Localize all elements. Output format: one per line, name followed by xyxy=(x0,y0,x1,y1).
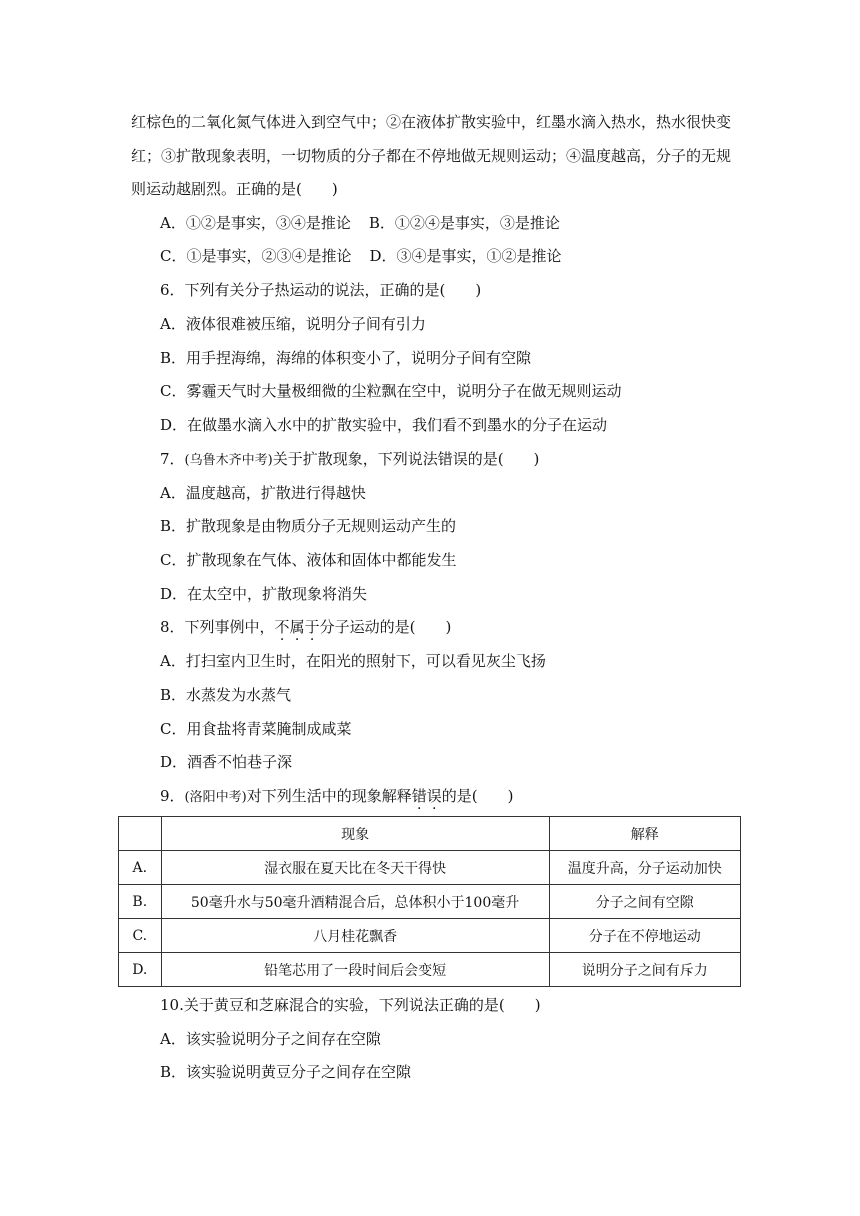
table-header-cell-empty xyxy=(119,817,162,851)
q8-emphasis-char-1: 不 xyxy=(274,618,290,636)
q6-option-b: B．用手捏海绵，海绵的体积变小了，说明分子间有空隙 xyxy=(160,349,532,367)
q6-option-d: D．在做墨水滴入水中的扩散实验中，我们看不到墨水的分子在运动 xyxy=(160,416,608,434)
q7-option-c: C．扩散现象在气体、液体和固体中都能发生 xyxy=(160,551,457,569)
q8-stem-post: 分子运动的是( ) xyxy=(319,618,452,636)
row-phenomenon: 八月桂花飘香 xyxy=(161,919,549,953)
row-explanation: 温度升高，分子运动加快 xyxy=(549,851,740,885)
row-label: C. xyxy=(119,919,162,953)
row-label: B. xyxy=(119,885,162,919)
table-row xyxy=(119,851,741,885)
q6-option-c: C．雾霾天气时大量极细微的尘粒飘在空中，说明分子在做无规则运动 xyxy=(160,382,622,400)
intro-line-1: 红棕色的二氧化氮气体进入到空气中；②在液体扩散实验中，红墨水滴入热水，热水很快变 xyxy=(131,113,732,131)
q8-emphasis-char-3: 于 xyxy=(304,618,320,636)
table-header-row xyxy=(119,817,741,851)
intro-line-3: 则运动越剧烈。正确的是( ) xyxy=(131,180,338,198)
q6-option-a: A．液体很难被压缩，说明分子间有引力 xyxy=(160,315,426,333)
q8-option-c: C．用食盐将青菜腌制成咸菜 xyxy=(160,720,352,738)
q8-stem xyxy=(160,617,451,637)
q5-option-a: A．①②是事实，③④是推论 xyxy=(160,214,351,232)
row-phenomenon: 铅笔芯用了一段时间后会变短 xyxy=(161,953,549,987)
intro-line-2: 红；③扩散现象表明，一切物质的分子都在不停地做无规则运动；④温度越高，分子的无规 xyxy=(131,147,732,165)
q9-emphasis-char-2: 误 xyxy=(426,787,442,805)
q8-option-d: D．酒香不怕巷子深 xyxy=(160,753,293,771)
table-header-explanation: 解释 xyxy=(549,817,740,851)
q5-options-row-2 xyxy=(160,246,562,266)
q7-stem xyxy=(160,449,539,471)
q7-option-d: D．在太空中，扩散现象将消失 xyxy=(160,585,368,603)
q9-source: (洛阳中考) xyxy=(184,790,247,805)
row-explanation: 分子在不停地运动 xyxy=(549,919,740,953)
row-phenomenon: 湿衣服在夏天比在冬天干得快 xyxy=(161,851,549,885)
q8-stem-pre: 8．下列事例中， xyxy=(160,618,275,636)
q9-stem xyxy=(160,786,513,808)
q5-option-b: B．①②④是事实，③是推论 xyxy=(368,214,560,232)
row-explanation: 分子之间有空隙 xyxy=(549,885,740,919)
q9-table xyxy=(118,816,741,987)
table-header-phenomenon: 现象 xyxy=(161,817,549,851)
table-row xyxy=(119,885,741,919)
q7-stem-text: 关于扩散现象，下列说法错误的是( ) xyxy=(272,450,540,468)
q8-emphasis-char-2: 属 xyxy=(289,618,305,636)
row-label: A. xyxy=(119,851,162,885)
q9-number: 9． xyxy=(160,787,185,805)
q10-option-a: A．该实验说明分子之间存在空隙 xyxy=(160,1030,381,1048)
q8-option-a: A．打扫室内卫生时，在阳光的照射下，可以看见灰尘飞扬 xyxy=(160,652,546,670)
q9-stem-post: 的是( ) xyxy=(441,787,514,805)
q7-number: 7． xyxy=(160,450,185,468)
row-phenomenon: 50毫升水与50毫升酒精混合后，总体积小于100毫升 xyxy=(161,885,549,919)
q7-option-b: B．扩散现象是由物质分子无规则运动产生的 xyxy=(160,517,457,535)
q5-option-d: D．③④是事实，①②是推论 xyxy=(369,247,562,265)
q5-options-row-1 xyxy=(160,213,560,233)
q9-emphasis-char-1: 错 xyxy=(411,787,427,805)
q10-option-b: B．该实验说明黄豆分子之间存在空隙 xyxy=(160,1063,412,1081)
q7-source: (乌鲁木齐中考) xyxy=(184,453,273,468)
table-row xyxy=(119,953,741,987)
table-row xyxy=(119,919,741,953)
q8-option-b: B．水蒸发为水蒸气 xyxy=(160,686,292,704)
row-label: D. xyxy=(119,953,162,987)
row-explanation: 说明分子之间有斥力 xyxy=(549,953,740,987)
q9-stem-pre: 对下列生活中的现象解释 xyxy=(246,787,412,805)
q5-option-c: C．①是事实，②③④是推论 xyxy=(160,247,352,265)
q10-stem: 10.关于黄豆和芝麻混合的实验，下列说法正确的是( ) xyxy=(160,996,541,1014)
q7-option-a: A．温度越高，扩散进行得越快 xyxy=(160,484,366,502)
q6-stem: 6．下列有关分子热运动的说法，正确的是( ) xyxy=(160,281,482,299)
